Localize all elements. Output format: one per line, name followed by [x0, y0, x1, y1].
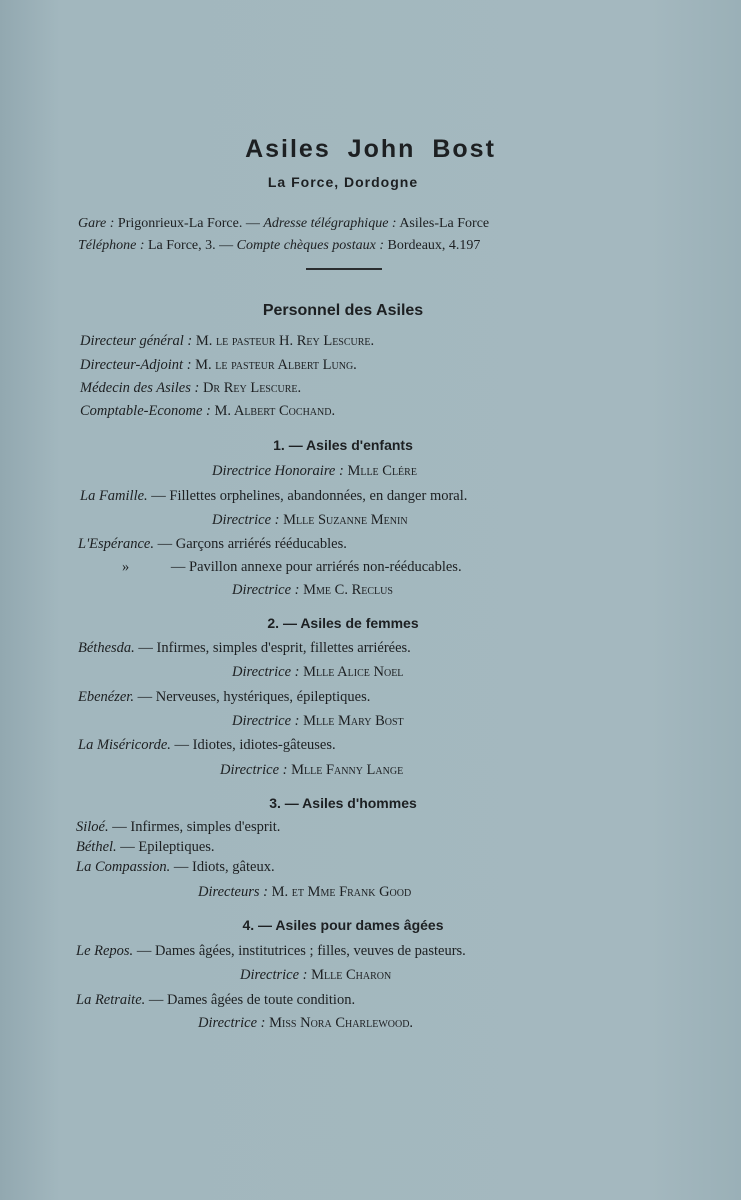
asile-entry	[76, 819, 280, 836]
directrice-line	[232, 664, 403, 681]
directeurs-label: Directeurs :	[198, 884, 268, 900]
ditto-mark: »	[122, 559, 130, 575]
asile-name: L'Espérance.	[78, 536, 154, 552]
gare-label: Gare :	[78, 216, 115, 231]
directeurs-line	[198, 884, 411, 901]
directrice-label: Directrice :	[232, 582, 300, 598]
section-heading-dames-agees: 4. — Asiles pour dames âgées	[242, 917, 444, 933]
asile-entry	[76, 839, 215, 856]
directrice-name: Mlle Alice Noel	[303, 664, 404, 680]
asile-name: Béthel.	[76, 839, 117, 855]
asile-entry	[76, 859, 275, 876]
asile-name: Ebenézer.	[78, 689, 134, 705]
asile-entry	[76, 992, 355, 1009]
directrice-name: Mlle Fanny Lange	[291, 762, 404, 778]
gare-value: Prigonrieux-La Force. —	[117, 216, 260, 231]
asile-name: La Retraite.	[76, 992, 146, 1008]
asile-entry	[78, 536, 347, 553]
gare-line	[78, 216, 489, 232]
phone-value: La Force, 3. —	[147, 238, 234, 253]
personnel-row	[80, 357, 357, 374]
directrice-name: Mlle Charon	[311, 967, 392, 983]
directrice-label: Directrice :	[240, 967, 308, 983]
asile-name: Le Repos.	[76, 943, 134, 959]
asile-name: La Famille.	[80, 488, 148, 504]
directrice-name: Mme C. Reclus	[303, 582, 393, 598]
directrice-line	[240, 967, 391, 984]
phone-label: Téléphone :	[78, 238, 145, 253]
section-heading-enfants: 1. — Asiles d'enfants	[273, 437, 413, 453]
directrice-line	[212, 512, 408, 529]
directrice-label: Directrice :	[198, 1015, 266, 1031]
asile-name: Béthesda.	[78, 640, 135, 656]
asile-entry	[80, 488, 467, 505]
asile-description: — Nerveuses, hystériques, épileptiques.	[137, 689, 371, 705]
section-heading-femmes: 2. — Asiles de femmes	[267, 615, 419, 631]
asile-description: — Epileptiques.	[120, 839, 215, 855]
asile-description: — Dames âgées de toute condition.	[148, 992, 356, 1008]
personnel-role: Directeur-Adjoint :	[80, 357, 192, 373]
asile-description: — Idiotes, idiotes-gâteuses.	[174, 737, 336, 753]
directrice-label: Directrice :	[232, 664, 300, 680]
directrice-label: Directrice :	[212, 512, 280, 528]
directeurs-name: M. et Mme Frank Good	[271, 884, 412, 900]
asile-name: La Compassion.	[76, 859, 171, 875]
asile-name: Siloé.	[76, 819, 109, 835]
personnel-row	[80, 333, 374, 350]
directrice-name: Mlle Suzanne Menin	[283, 512, 408, 528]
cheques-value: Bordeaux, 4.197	[387, 238, 481, 253]
personnel-name: M. le pasteur H. Rey Lescure.	[195, 333, 375, 349]
directrice-name: Mlle Mary Bost	[303, 713, 404, 729]
directrice-name: Mlle Clére	[347, 463, 417, 479]
directrice-line	[232, 713, 404, 730]
asile-name: La Miséricorde.	[78, 737, 171, 753]
asile-entry	[78, 737, 336, 754]
personnel-row	[80, 380, 301, 397]
directrice-line	[232, 582, 393, 599]
asile-description: — Dames âgées, institutrices ; filles, veuves de pasteurs.	[136, 943, 466, 959]
personnel-role: Directeur général :	[80, 333, 193, 349]
personnel-name: M. le pasteur Albert Lung.	[195, 357, 357, 373]
asile-entry	[78, 689, 370, 706]
telegraph-value: Asiles-La Force	[399, 216, 490, 231]
personnel-heading: Personnel des Asiles	[262, 302, 424, 319]
directrice-line	[212, 463, 417, 480]
telegraph-label: Adresse télégraphique :	[263, 216, 397, 231]
asile-entry	[76, 943, 466, 960]
document-subtitle: La Force, Dordogne	[267, 174, 419, 190]
asile-entry	[78, 640, 411, 657]
asile-description: — Pavillon annexe pour arriérés non-rééducables.	[170, 559, 462, 575]
asile-description: — Idiots, gâteux.	[173, 859, 275, 875]
cheques-label: Compte chèques postaux :	[236, 238, 384, 253]
directrice-line	[220, 762, 403, 779]
personnel-row	[80, 403, 335, 420]
asile-description: — Fillettes orphelines, abandonnées, en danger moral.	[151, 488, 468, 504]
section-heading-hommes: 3. — Asiles d'hommes	[269, 795, 417, 811]
header-divider	[306, 268, 382, 270]
directrice-label: Directrice :	[232, 713, 300, 729]
personnel-role: Comptable-Econome :	[80, 403, 211, 419]
asile-description: — Infirmes, simples d'esprit, fillettes arriérées.	[138, 640, 411, 656]
directrice-name: Miss Nora Charlewood.	[269, 1015, 414, 1031]
directrice-label: Directrice :	[220, 762, 288, 778]
document-title: Asiles John Bost	[245, 135, 496, 163]
asile-description: — Infirmes, simples d'esprit.	[112, 819, 281, 835]
directrice-line	[198, 1015, 413, 1032]
asile-description: — Garçons arriérés rééducables.	[157, 536, 347, 552]
directrice-label: Directrice Honoraire :	[212, 463, 344, 479]
personnel-role: Médecin des Asiles :	[80, 380, 200, 396]
personnel-name: Dr Rey Lescure.	[202, 380, 302, 396]
asile-entry	[122, 559, 462, 576]
personnel-name: M. Albert Cochand.	[214, 403, 336, 419]
phone-line	[78, 238, 480, 254]
